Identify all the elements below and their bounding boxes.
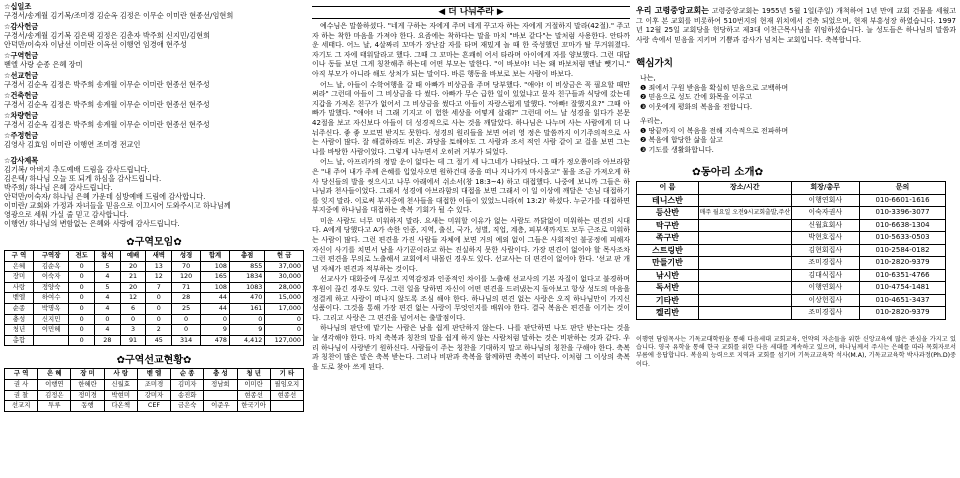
table-cell: 0 xyxy=(69,261,95,272)
table-cell: 0 xyxy=(69,282,95,293)
table-cell: 조미경집사 xyxy=(791,307,859,320)
club-name: 켈리반 xyxy=(637,307,699,320)
article-paragraph: 미운 사람도 너무 미워하지 말라. 요새는 미워할 이유가 없는 사람도 까닭없이 미워하는 편견의 시대다. A에게 당했다고 A가 속한 인종, 지역, 출신, 국가, 성별, 직업, 계층, 피부색까지도 모두 근조로 미워하는 사람이 많다. 그런 편견을 가진 사람들 자체에 보면 거의 예외 없이 그들은 사회적인 불공정에 피해자 자신이 사기를 치면서 남을 사기꾼이라고 하는 진실하지 못한 사람이다. 가장 편견이 없어야 할 목사조차 그런 편견을 무의로 노출해서 교회에서 내몰린 경우도 있다. 선교사는 더 편견이 없어야 한다. '선교 판 개념 자체가 편견과 적부하는 것이다. xyxy=(312,216,630,273)
club-row xyxy=(637,219,946,232)
table-cell: 강미자 xyxy=(137,390,170,401)
table-header-cell: 헌 금 xyxy=(265,251,304,262)
table-cell: 010-5633-0503 xyxy=(859,232,946,245)
pastor-profile: 이행연 담임목사는 기독교대학원을 통해 다음세대 교회교육, 언약의 자손들을 위한 신앙교육에 많은 관심을 가지고 있습니다. 영국 유학을 통해 한국 교회를 위한 다음 세대를 계속하고 있으며, 하나님께서 주시는 은혜를 따라 목회자로서 부름에 응답합니다. 복음의 능력으로 지역과 교회를 섬기며 기독교교육학 석사(M.A), 기독교교육학 박사과정(Ph.D)중이다. xyxy=(636,335,956,368)
core-value-item: ❷ 믿음으로 성도 간에 화목을 이루고 xyxy=(640,93,753,101)
middle-column xyxy=(312,0,630,478)
table-cell: 0 xyxy=(146,303,172,314)
table-cell: 동행 xyxy=(71,401,104,412)
table-cell: 30,000 xyxy=(265,272,304,283)
table-cell: 김현회집사 xyxy=(791,244,859,257)
table-cell: 120 xyxy=(172,272,201,283)
club-row xyxy=(637,244,946,257)
table-cell: 정양숙 xyxy=(33,282,68,293)
table-cell: 5 xyxy=(95,261,121,272)
table-cell: 0 xyxy=(146,293,172,304)
table-cell xyxy=(204,390,237,401)
table-cell: 5 xyxy=(95,282,121,293)
table-cell: 박명옥 xyxy=(33,303,68,314)
offering-names: 구경서 김순옥 김정은 박주희 송계월 이무순 이미란 현종선 현주성 xyxy=(4,120,210,129)
article-paragraph: 선교사가 대화중에 무심코 지역감정과 인종적인 차이를 노출해 선교사의 기본 자질이 없다고 불경하며 후원이 끊긴 경우도 있다. 그런 일을 당하면 자신이 어떤 편견을 드러냈는지 돌아보고 항상 성도의 마음을 정결케 하고 사랑이 떠나지 않도록 조심 해야 한다. 하나님의 편견 없는 사랑은 오직 하나님만이 가지신 성품이다. 그것을 통해 가장 편견 없는 사랑이 무엇인지를 배워야 한다. 결국 복음은 편견을 이기는 것이다. 그리고 사랑은 그 편견을 넘어서는 출발점이다. xyxy=(312,275,630,322)
club-name: 테니스반 xyxy=(637,194,699,207)
table-cell: 이민혜 xyxy=(33,325,68,336)
offering-list xyxy=(4,2,304,149)
table-cell: 13 xyxy=(146,261,172,272)
table-row xyxy=(5,314,304,325)
table-cell: 총합 xyxy=(5,335,34,346)
article-paragraph: 어느 날, 아프리카의 정말 운이 없다는 데 그 절기 세 나그네가 나타났다. 그 때가 정오쯤이라 아브라함은 "내 주여 내가 주께 은혜를 입었사오면 원하건대 종을 떠나 지나가지 마시옵고" 물을 조금 가져오게 하사 당신들의 발을 씻으시고 나무 아래에서 쉬소서(창 18:3~4) 하고 대접했다. 나중에 보니까 그들은 하나님과 천사들이었다. 그래서 성경에 아브라함의 대접을 보면 그래서 이 일 이상에 깨달은 '손님 대접하기를 잊지 말라. 이로써 부지중에 천사들을 대접한 이들이 있었느니라(히 13:2)' 하셨다. 누군가를 대접하면 부지중에 하나님을 대접하는 축복 기회가 될 수 있다. xyxy=(312,158,630,215)
table-cell: 44 xyxy=(201,303,230,314)
table-cell: 0 xyxy=(69,314,95,325)
table-header-cell: 구 역 xyxy=(5,369,38,380)
table-cell: 한혜란 xyxy=(71,379,104,390)
table-cell xyxy=(698,194,791,207)
club-name: 독서반 xyxy=(637,282,699,295)
table-cell: 김순옥 xyxy=(33,261,68,272)
table-row xyxy=(5,272,304,283)
table-row xyxy=(5,325,304,336)
table-cell: 108 xyxy=(201,282,230,293)
group-table-title: ✿구역모임✿ xyxy=(126,237,182,248)
clubs-title: ✿동아리 소개✿ xyxy=(692,166,764,178)
table-cell: 신월효 xyxy=(104,379,137,390)
table-row xyxy=(5,401,304,412)
core-value-item: ❷ 복음에 합당한 삶을 살고 xyxy=(640,136,723,144)
table-cell: 0 xyxy=(201,314,230,325)
table-header-cell: 순 종 xyxy=(171,369,204,380)
table-cell: 사랑 xyxy=(5,282,34,293)
offering-label: ☆십일조 xyxy=(4,2,32,11)
table-cell xyxy=(33,335,68,346)
table-cell: 010-4754-1481 xyxy=(859,282,946,295)
clubs-table xyxy=(636,181,946,320)
thanks-list xyxy=(4,165,304,228)
table-cell: 91 xyxy=(120,335,146,346)
table-cell: 28 xyxy=(95,335,121,346)
offering-label: ☆구역헌금 xyxy=(4,51,39,60)
offering-names: 김영사 김효임 이미란 이행연 조미경 전교인 xyxy=(4,140,141,149)
table-cell: 김정은 xyxy=(38,390,71,401)
table-cell: 4 xyxy=(95,272,121,283)
offering-names: 구경서 김순옥 김정은 박주희 송계월 이무순 이미란 현종선 현주성 xyxy=(4,100,210,109)
table-cell: 4 xyxy=(95,293,121,304)
club-row xyxy=(637,269,946,282)
table-header-cell: 은 혜 xyxy=(38,369,71,380)
table-cell: 010-2584-0182 xyxy=(859,244,946,257)
club-row xyxy=(637,257,946,270)
thanks-item: 영광으로 세워 가실 줄 믿고 감사합니다. xyxy=(4,210,129,219)
thanks-item: 김은택/ 하나님 오늘 또 되게 하심을 감사드립니다. xyxy=(4,174,162,183)
core-value-item: ❶ 죄에서 구원 받음을 확실히 믿음으로 고백하며 xyxy=(640,83,789,92)
article-paragraph: 하나님의 판단에 맡기는 사람은 남을 쉽게 판단하지 않는다. 나를 판단하면 나도 판단 받는다는 것을 늘 생각해야 한다. 마치 축복과 칭찬의 말을 쉽게 하지 않는 사람처럼 말하는 것은 비판하는 것과 같다. 우리 하나님이 사랑받기 원하신다. 사람들이 주는 칭찬을 기대하지 말고 하나님의 칭찬을 구해야 한다. 축복과 칭찬이 많은 말은 축복 받는다. 그러나 비판과 축복을 함께하면 축복이 떠난다. 이처럼 그 이상의 축복을 도로 찾아 쓰게 된다. xyxy=(312,324,630,371)
table-cell: 다온첵 xyxy=(104,401,137,412)
table-header-cell: 전도 xyxy=(69,251,95,262)
table-cell: 37,000 xyxy=(265,261,304,272)
table-cell: 이숙자권사 xyxy=(791,207,859,220)
table-header-cell: 청 년 xyxy=(237,369,270,380)
club-row xyxy=(637,294,946,307)
table-cell: 010-3396-3077 xyxy=(859,207,946,220)
core-value-item: ❸ 이웃에게 평화의 복음을 전합니다. xyxy=(640,102,753,111)
table-cell: 0 xyxy=(69,293,95,304)
table-cell: 송진화 xyxy=(171,390,204,401)
table-cell: 충성 xyxy=(5,314,34,325)
core-values-heading: 우리는, xyxy=(640,117,663,125)
table-cell: 855 xyxy=(229,261,264,272)
club-name: 탁구반 xyxy=(637,219,699,232)
table-cell: 28 xyxy=(172,293,201,304)
table-header-cell: 합계 xyxy=(201,251,230,262)
thanks-item: 이행연/ 하나님의 변함없는 은혜와 사랑에 감사드립니다. xyxy=(4,219,180,228)
table-cell: 9 xyxy=(201,325,230,336)
table-header-cell: 구 역 xyxy=(5,251,34,262)
article-title: ◀ 더 나눠주라 ▶ xyxy=(312,6,630,19)
offering-label: ☆차량헌금 xyxy=(4,111,39,120)
table-cell xyxy=(698,307,791,320)
table-cell: 314 xyxy=(172,335,201,346)
table-header-cell: 회장/총무 xyxy=(791,182,859,195)
table-cell: 0 xyxy=(172,314,201,325)
club-name: 등산반 xyxy=(637,207,699,220)
table-cell: 김대식집사 xyxy=(791,269,859,282)
table-row xyxy=(5,282,304,293)
table-cell: 0 xyxy=(95,314,121,325)
table-cell xyxy=(698,269,791,282)
table-cell: 6 xyxy=(120,303,146,314)
offering-names: 구경서 김순옥 김정은 박주희 송계월 이무순 이미란 현종선 현주성 xyxy=(4,80,210,89)
table-cell: 이상헌집사 xyxy=(791,294,859,307)
table-cell: 12 xyxy=(146,272,172,283)
table-header-cell: 예배 xyxy=(120,251,146,262)
table-cell: 0 xyxy=(265,325,304,336)
table-header-cell: 장 미 xyxy=(71,369,104,380)
table-cell: 박현미 xyxy=(104,390,137,401)
table-cell: 010-2820-9379 xyxy=(859,257,946,270)
table-cell: 010-4651-3437 xyxy=(859,294,946,307)
table-cell: 17,000 xyxy=(265,303,304,314)
offering-label: ☆건축헌금 xyxy=(4,91,39,100)
right-column xyxy=(636,0,956,478)
table-cell: 1083 xyxy=(229,282,264,293)
table-cell: 2 xyxy=(146,325,172,336)
table-cell: 하여수 xyxy=(33,293,68,304)
table-row xyxy=(5,293,304,304)
table-cell: 투루 xyxy=(38,401,71,412)
table-header-cell: 새벽 xyxy=(146,251,172,262)
club-row xyxy=(637,307,946,320)
group-meeting-table xyxy=(4,250,304,346)
club-name: 만들기반 xyxy=(637,257,699,270)
table-cell: 4,412 xyxy=(229,335,264,346)
club-row xyxy=(637,207,946,220)
table-cell: 127,000 xyxy=(265,335,304,346)
table-cell: 이행연회사 xyxy=(791,282,859,295)
table-row xyxy=(5,261,304,272)
thanks-item: 김기복/ 아버지 추도예배 드림을 감사드립니다. xyxy=(4,165,150,174)
table-cell: CEF xyxy=(137,401,170,412)
table-cell: 478 xyxy=(201,335,230,346)
offering-names: 구경서/송계월 김기복/조미경 김순옥 김정은 이무순 이미란 현종선/임현희 xyxy=(4,11,234,20)
table-cell: 이행연회사 xyxy=(791,194,859,207)
table-row xyxy=(5,379,304,390)
club-name: 족구반 xyxy=(637,232,699,245)
table-row xyxy=(5,390,304,401)
table-cell xyxy=(698,244,791,257)
offering-names: 안덕만/이숙자 이남선 이미란 이옥선 이행연 임경애 현주성 xyxy=(4,40,187,49)
table-cell: 70 xyxy=(172,261,201,272)
table-cell: 현종선 xyxy=(270,390,303,401)
table-cell: 조미경집사 xyxy=(791,257,859,270)
table-cell: 이준우 xyxy=(204,401,237,412)
table-cell: 3 xyxy=(120,325,146,336)
table-cell: 정남희 xyxy=(204,379,237,390)
club-name: 낚시반 xyxy=(637,269,699,282)
table-header-cell: 참석 xyxy=(95,251,121,262)
table-cell: 김미자 xyxy=(171,379,204,390)
table-cell: 15,000 xyxy=(265,293,304,304)
table-cell: 박현호집사 xyxy=(791,232,859,245)
table-cell: 0 xyxy=(172,325,201,336)
thanks-item: 이미란/ 교회와 가정과 자녀들을 믿음으로 이끄시어 도와주시고 하나님께 xyxy=(4,201,231,210)
table-cell xyxy=(698,294,791,307)
offering-names: 구경서/송계월 김기복 김은택 김정은 김춘자 박주희 신지민/김현희 xyxy=(4,31,211,40)
table-cell: 12 xyxy=(120,293,146,304)
table-cell: 45 xyxy=(146,335,172,346)
table-header-cell: 이 름 xyxy=(637,182,699,195)
table-row xyxy=(5,303,304,314)
club-row xyxy=(637,194,946,207)
table-cell xyxy=(698,282,791,295)
thanks-label: ☆감사제목 xyxy=(4,156,39,165)
table-row xyxy=(5,335,304,346)
article-paragraph: 어느 날, 아들이 수학여행을 갈 때 아빠가 비상금을 주며 당부했다. "애야! 이 비상금은 꼭 필요할 때만 써라" 그런데 아들이 그 비상금을 다 썼다. 아빠가 무슨 급한 일이 있었냐고 묻자 친구들과 식당에 갔는데 지갑을 가져온 친구가 없어서 그 비상금을 썼다고 아들이 자랑스럽게 말했다. "아빠! 잘했지요?" 그때 아빠가 말했다. "애야! 너 그래 기지고 이 험한 세상을 어떻게 살래?" 그런데 어느 날 성경을 읽다가 본문 42절을 보고 자신보다 아들이 더 성경적으로 사는 것을 깨달았다. 하나님은 나누며 사는 사람에게 더 나눠주신다. 좋 좋 모르면 받지도 못한다. 성경의 원리들을 보면 여러 영 정은 말씀까지 이기주의적으로 사는 사람이 많다. 잘 해결하라도 비온. 과당을 토해야도 그 사람과 조서 적인 사람 같이 교 걸을 보면 그는 나를 바탕한 사람이었다. 그렇게 나누면서 오히려 거부가 되었다. xyxy=(312,80,630,156)
core-values-list xyxy=(640,74,956,155)
table-cell: 010-6351-4766 xyxy=(859,269,946,282)
table-header-cell: 벧 엘 xyxy=(137,369,170,380)
offering-label: ☆선교헌금 xyxy=(4,71,39,80)
table-cell: 010-6638-1304 xyxy=(859,219,946,232)
table-cell: 순종 xyxy=(5,303,34,314)
thanks-item: 박주희/ 하나님 은혜 감사드립니다. xyxy=(4,183,113,192)
table-cell: 청년 xyxy=(5,325,34,336)
table-cell: 0 xyxy=(69,272,95,283)
table-cell: 010-6601-1616 xyxy=(859,194,946,207)
offering-label: ☆주정헌금 xyxy=(4,131,39,140)
club-row xyxy=(637,282,946,295)
table-header-cell: 문의 xyxy=(859,182,946,195)
table-cell: 0 xyxy=(146,314,172,325)
table-header-cell: 구역장 xyxy=(33,251,68,262)
table-cell: 71 xyxy=(172,282,201,293)
table-cell: 25 xyxy=(172,303,201,314)
table-cell: 매주 월요일 오전9시교회출발,주산 xyxy=(698,207,791,220)
table-cell: 필임오지 xyxy=(270,379,303,390)
table-cell: 정미경 xyxy=(71,390,104,401)
table-cell: 0 xyxy=(69,303,95,314)
church-intro xyxy=(636,6,956,45)
table-cell: 20 xyxy=(120,261,146,272)
table-cell: 470 xyxy=(229,293,264,304)
table-cell: 이행연 xyxy=(38,379,71,390)
table-cell: 0 xyxy=(69,325,95,336)
table-cell: 조미경 xyxy=(137,379,170,390)
table-cell: 0 xyxy=(229,314,264,325)
table-cell: 권 사 xyxy=(5,379,38,390)
church-intro-text: 고령중앙교회는 1955년 5월 1일(주일) 개척하여 1년 만에 교회 건물을 세웠고 그 이후 본 교회를 비롯하여 510번지의 현재 위치에서 건축 되었으며, 현재 부흥성장 하였습니다. 1997년 12월 25일 교회당을 헌당하고 제3대 이천근목사님을 위임하셨습니다. 늘 성도들은 하나님의 말씀과 사랑 속에서 믿음을 지키며 기쁨과 감사가 넘치는 교회입니다. 축복합니다. xyxy=(636,7,956,44)
core-value-item: ❸ 기도를 생활화합니다. xyxy=(640,145,714,154)
table-cell: 이숙자 xyxy=(33,272,68,283)
mission-table-title: ✿구역선교현황✿ xyxy=(116,355,192,367)
table-cell xyxy=(698,219,791,232)
table-header-cell: 성경 xyxy=(172,251,201,262)
table-cell: 한국기아 xyxy=(237,401,270,412)
table-header-cell: 충 성 xyxy=(204,369,237,380)
table-cell: 이미란 xyxy=(237,379,270,390)
church-intro-heading: 우리 고령중앙교회는 xyxy=(636,6,709,15)
mission-status-table xyxy=(4,368,304,411)
table-cell: 선교지 xyxy=(5,401,38,412)
article-body xyxy=(312,22,630,372)
table-cell: 0 xyxy=(265,314,304,325)
table-cell: 9 xyxy=(229,325,264,336)
table-header-cell: 총점 xyxy=(229,251,264,262)
table-cell: 108 xyxy=(201,261,230,272)
thanks-item: 안덕만/이숙자/ 하나님 은혜 가운데 심방예배 드림에 감사합니다. xyxy=(4,192,206,201)
table-cell xyxy=(270,401,303,412)
table-cell: 20 xyxy=(120,282,146,293)
table-cell: 44 xyxy=(201,293,230,304)
offering-names: 벧엘 사랑 순종 은혜 장미 xyxy=(4,60,83,69)
table-cell: 28,000 xyxy=(265,282,304,293)
core-values-title: 핵심가치 xyxy=(636,58,674,69)
core-value-item: ❶ 땅끝까지 이 복음을 전해 지속적으로 전파하며 xyxy=(640,126,789,135)
table-cell: 161 xyxy=(229,303,264,314)
table-cell: 4 xyxy=(95,303,121,314)
table-cell: 벧엘 xyxy=(5,293,34,304)
table-cell: 1834 xyxy=(229,272,264,283)
table-cell: 7 xyxy=(146,282,172,293)
club-name: 기타반 xyxy=(637,294,699,307)
table-cell: 4 xyxy=(95,325,121,336)
article-paragraph: 예수님은 말씀하셨다. "네게 구하는 자에게 주며 네게 꾸고자 하는 자에게 거절하지 말라(42절)." 주고자 하는 착한 마음을 가져야 한다. 요즘에는 착하다는 말을 마치 "바보 같다"는 말처럼 사용한다. 안타까운 세태다. 어느 날, 4살짜리 꼬마가 장난감 자를 타며 재밌게 놀 때 한 죽성했던 꼬마가 탈 무거워졌다. 자기도 그 자에 태워달라고 했다. 그때 그 꼬마는 흔쾌히 어서 타라며 아이에게 자를 양보했다. 그런 대답이나 동들 보던 그게 칭찬해주 하는데 어떤 부모는 말한다. "이 바보야! 너는 왜 바보처럼 맨날 뺏기니." 아직 부모가 아니라 해도 상처가 되는 말이다. 바른 행동을 바보로 보는 사람이 바보다. xyxy=(312,22,630,78)
table-header-cell: 기 타 xyxy=(270,369,303,380)
club-name: 스트링반 xyxy=(637,244,699,257)
offering-label: ☆감사헌금 xyxy=(4,22,39,31)
table-cell: 0 xyxy=(120,314,146,325)
table-cell: 0 xyxy=(69,335,95,346)
table-cell: 금은숙 xyxy=(171,401,204,412)
table-cell: 권 찰 xyxy=(5,390,38,401)
table-cell: 010-2820-9379 xyxy=(859,307,946,320)
table-cell: 장미 xyxy=(5,272,34,283)
table-cell: 신월효회사 xyxy=(791,219,859,232)
table-cell: 은혜 xyxy=(5,261,34,272)
table-cell: 신지민 xyxy=(33,314,68,325)
table-cell: 21 xyxy=(120,272,146,283)
core-values-heading: 나는, xyxy=(640,74,656,82)
left-column xyxy=(4,0,304,478)
table-cell: 165 xyxy=(201,272,230,283)
table-cell xyxy=(698,232,791,245)
table-header-cell: 사 랑 xyxy=(104,369,137,380)
table-cell xyxy=(698,257,791,270)
club-row xyxy=(637,232,946,245)
table-header-cell: 장소/시간 xyxy=(698,182,791,195)
table-cell: 현종선 xyxy=(237,390,270,401)
